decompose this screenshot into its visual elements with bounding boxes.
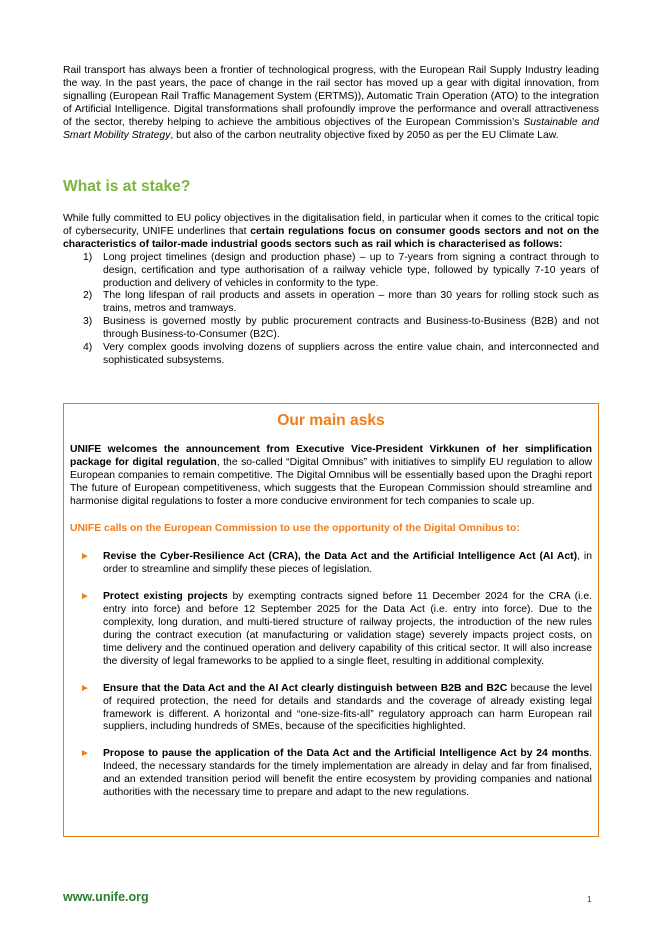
characteristics-list bbox=[63, 252, 599, 368]
calls-heading: UNIFE calls on the European Commission to use the opportunity of the Digital Omnibus to: bbox=[70, 522, 520, 534]
intro-paragraph bbox=[63, 65, 599, 142]
ask-item bbox=[70, 748, 592, 800]
list-text: The long lifespan of rail products and assets in operation – more than 30 years for rolling stock such as trains, metros and tramways. bbox=[103, 290, 599, 315]
welcome-paragraph bbox=[70, 444, 592, 509]
arrow-bullet-icon: ► bbox=[80, 551, 90, 563]
intro-text: Rail transport has always been a frontier of technological progress, with the European Rail Supply Industry leading the way. In the past years, the pace of change in the rail sector has moved up a gear with digital innovation, from signalling (European Rail Traffic Management System (ERTMS)), Automatic Train Operation (ATO) to the integration of Artificial Intelligence. Digital transformations shall profoundly improve the performance and overall attractiveness of the sector, thereby helping to achieve the ambitious objectives of the European Commission’s bbox=[63, 65, 599, 128]
list-text: Very complex goods involving dozens of suppliers across the entire value chain, and interconnected and sophisticated subsystems. bbox=[103, 342, 599, 366]
stake-lead bbox=[63, 213, 599, 252]
ask-bold: Ensure that the Data Act and the AI Act clearly distinguish between B2B and B2C bbox=[103, 682, 508, 694]
list-number: 2) bbox=[83, 290, 93, 302]
ask-bold: Revise the Cyber-Resilience Act (CRA), the Data Act and the Artificial Intelligence Act (AI Act) bbox=[103, 551, 578, 563]
list-text: Long project timelines (design and production phase) – up to 7-years from signing a contract through to design, certification and type authorisation of a railway vehicle type, followed by typically 7-10 years of production and delivery of vehicles in conformity to the type. bbox=[103, 251, 599, 289]
list-number: 3) bbox=[83, 316, 93, 328]
ask-item bbox=[70, 551, 592, 577]
website-link[interactable]: www.unife.org bbox=[63, 890, 149, 904]
stake-section bbox=[63, 213, 599, 368]
ask-text: because the level of required protection, the need for details and standards and the coverage of already existing legal framework is different. A horizontal and “one-size-fits-all” regulatory approach can harm European rail suppliers, including hundreds of SMEs, because of the specificities highlighted. bbox=[103, 682, 592, 733]
strategy-name: Sustainable and Smart Mobility Strategy bbox=[63, 116, 599, 141]
ask-item bbox=[70, 591, 592, 668]
intro-text-end: , but also of the carbon neutrality objective fixed by 2050 as per the EU Climate Law. bbox=[170, 129, 559, 141]
page-number: 1 bbox=[587, 895, 592, 904]
ask-bold: Protect existing projects bbox=[103, 591, 228, 603]
ask-bold: Propose to pause the application of the Data Act and the Artificial Intelligence Act by 24 months bbox=[103, 748, 590, 760]
stake-lead-bold: certain regulations focus on consumer goods sectors and not on the characteristics of tailor-made industrial goods sectors such as rail which is characterised as follows: bbox=[63, 225, 599, 250]
ask-text: , in order to streamline and simplify these pieces of legislation. bbox=[103, 551, 592, 576]
list-item bbox=[63, 252, 599, 291]
stake-lead-text: While fully committed to EU policy objectives in the digitalisation field, in particular when it comes to the critical topic of cybersecurity, UNIFE underlines that bbox=[63, 213, 599, 237]
list-number: 1) bbox=[83, 251, 93, 263]
list-item bbox=[63, 290, 599, 316]
asks-list bbox=[70, 551, 592, 800]
list-item bbox=[63, 342, 599, 368]
ask-item bbox=[70, 683, 592, 735]
list-text: Business is governed mostly by public procurement contracts and Business-to-Business (B2B) and not through Business-to-Consumer (B2C). bbox=[103, 316, 599, 341]
welcome-bold: UNIFE welcomes the announcement from Executive Vice-President Virkkunen of her simplification package for digital regulation bbox=[70, 444, 592, 468]
ask-text: by exempting contracts signed before 11 December 2024 for the CRA (i.e. entry into force) and before 12 September 2025 for the Data Act (i.e. entry into force). Due to the complexity, long duration, and multi-tiered structure of railway projects, the introduction of the new rules during the contract execution (at manufacturing or validation stage) severely impacts project costs, on time delivery and the continued operation and delivery capability of this critical sector. It will also increase the diversity of legal frameworks to be applied to a single fleet, resulting in additional complexity. bbox=[103, 591, 592, 667]
arrow-bullet-icon: ► bbox=[80, 591, 90, 603]
section-heading-stake: What is at stake? bbox=[63, 178, 191, 195]
welcome-text: , the so-called “Digital Omnibus” with initiatives to simplify EU regulation to allow European companies to remain competitive. The Digital Omnibus will be essentially based upon the Draghi report The future of European competitiveness, which suggests that the European Commission should streamline and harmonise digital regulations to foster a more conducive environment for tech companies to scale up. bbox=[70, 456, 592, 507]
arrow-bullet-icon: ► bbox=[80, 682, 90, 694]
ask-text: . Indeed, the necessary standards for the timely implementation are already in delay and far from finalised, and an extended transition period will benefit the entire ecosystem by providing companies and national authorities with the necessary time to prepare and adapt to the new regulations. bbox=[103, 748, 592, 799]
arrow-bullet-icon: ► bbox=[80, 748, 90, 760]
list-number: 4) bbox=[83, 342, 93, 354]
main-asks-title: Our main asks bbox=[277, 412, 385, 429]
list-item bbox=[63, 316, 599, 342]
main-asks-box bbox=[63, 403, 599, 837]
